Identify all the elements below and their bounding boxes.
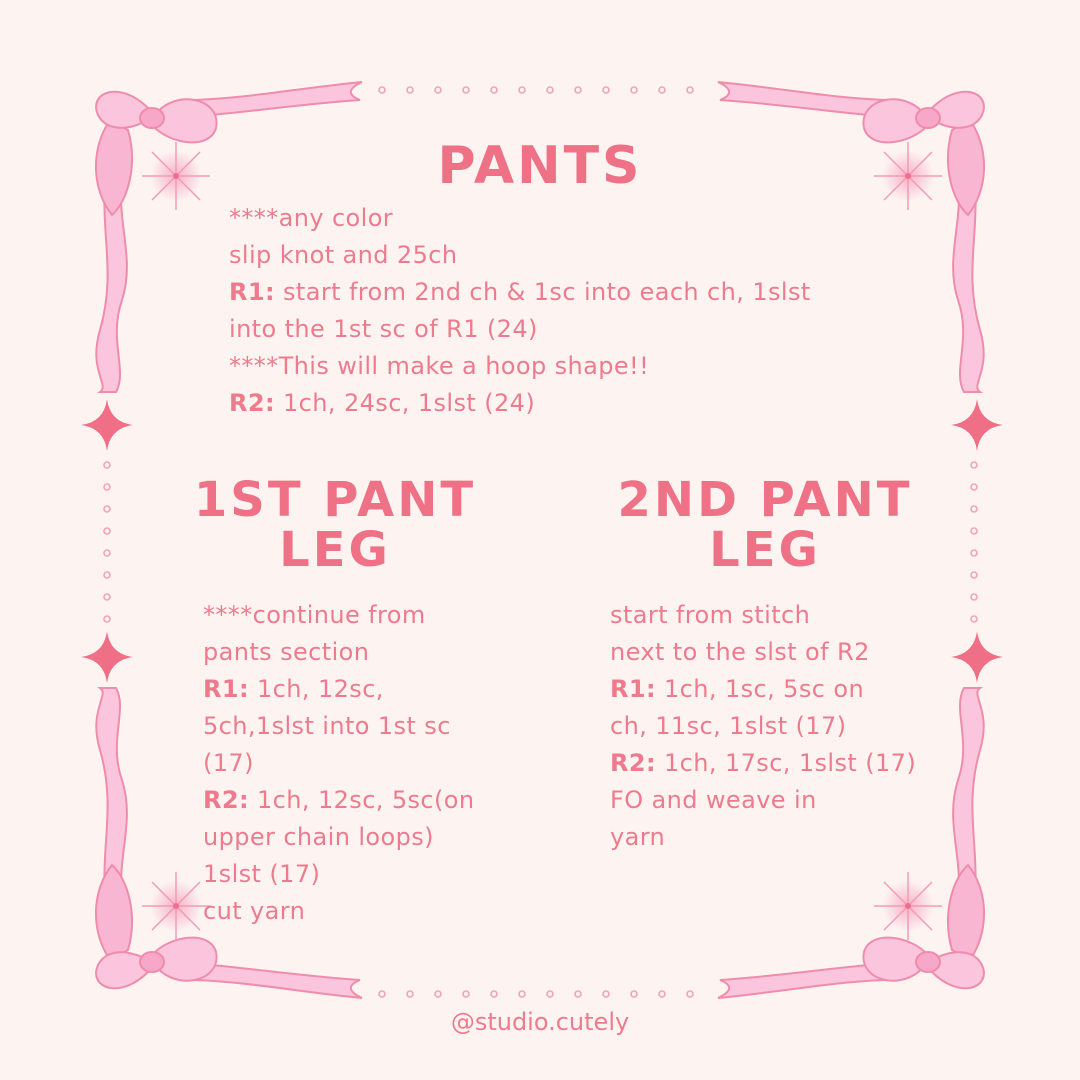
row-label: R2:	[229, 389, 275, 417]
sparkle-icon	[951, 399, 1003, 451]
instruction-text: 1ch, 12sc, 5sc(on	[248, 786, 475, 814]
instruction-text: 1slst (17)	[203, 860, 321, 888]
second-pant-leg-title	[590, 472, 940, 578]
instruction-line	[610, 745, 916, 782]
sparkle-icon	[81, 631, 133, 683]
instruction-text: into the 1st sc of R1 (24)	[229, 315, 538, 343]
second-pant-leg-title-line1: 2ND PANT	[617, 472, 913, 528]
instruction-text: 5ch,1slst into 1st sc	[203, 712, 451, 740]
instruction-text: next to the slst of R2	[610, 638, 870, 666]
instruction-line	[203, 745, 474, 782]
glow-star-icon	[142, 142, 210, 210]
instruction-text: FO and weave in	[610, 786, 817, 814]
instruction-line	[610, 671, 916, 708]
glow-star-icon	[142, 872, 210, 940]
instruction-line	[610, 819, 916, 856]
first-pant-leg-title	[160, 472, 510, 578]
pants-title: PANTS	[437, 136, 643, 196]
instruction-line	[610, 597, 916, 634]
instruction-text: (17)	[203, 749, 254, 777]
row-label: R1:	[610, 675, 656, 703]
instruction-text: ****any color	[229, 204, 394, 232]
first-pant-leg-instructions	[203, 597, 474, 930]
instruction-line	[229, 385, 811, 422]
instruction-line	[203, 819, 474, 856]
first-pant-leg-title-line1: 1ST PANT	[193, 472, 477, 528]
instruction-line	[610, 782, 916, 819]
row-label: R2:	[203, 786, 249, 814]
instruction-text: pants section	[203, 638, 370, 666]
instruction-text: cut yarn	[203, 897, 306, 925]
instruction-line	[203, 708, 474, 745]
instruction-text: 1ch, 12sc,	[248, 675, 384, 703]
instruction-line	[203, 634, 474, 671]
instruction-line	[203, 782, 474, 819]
instruction-text: 1ch, 1sc, 5sc on	[655, 675, 865, 703]
instruction-text: 1ch, 17sc, 1slst (17)	[655, 749, 917, 777]
instruction-text: start from 2nd ch & 1sc into each ch, 1slst	[274, 278, 811, 306]
instruction-text: 1ch, 24sc, 1slst (24)	[274, 389, 536, 417]
instruction-line	[203, 893, 474, 930]
row-label: R1:	[203, 675, 249, 703]
instruction-line	[610, 634, 916, 671]
first-pant-leg-title-line2: LEG	[279, 522, 391, 578]
row-label: R2:	[610, 749, 656, 777]
instruction-line	[229, 237, 811, 274]
pants-instructions	[229, 200, 811, 422]
sparkle-icon	[81, 399, 133, 451]
instruction-line	[229, 348, 811, 385]
sparkle-icon	[951, 631, 1003, 683]
instruction-text: ****This will make a hoop shape!!	[229, 352, 650, 380]
instruction-line	[610, 708, 916, 745]
instruction-line	[203, 671, 474, 708]
instruction-text: ****continue from	[203, 601, 426, 629]
instruction-line	[229, 274, 811, 311]
second-pant-leg-title-line2: LEG	[709, 522, 821, 578]
instruction-line	[229, 311, 811, 348]
second-pant-leg-instructions	[610, 597, 916, 856]
instruction-line	[203, 597, 474, 634]
instruction-text: yarn	[610, 823, 666, 851]
row-label: R1:	[229, 278, 275, 306]
instruction-line	[203, 856, 474, 893]
author-handle: @studio.cutely	[450, 1008, 630, 1036]
instruction-text: ch, 11sc, 1slst (17)	[610, 712, 847, 740]
glow-star-icon	[874, 142, 942, 210]
instruction-text: start from stitch	[610, 601, 811, 629]
glow-star-icon	[874, 872, 942, 940]
instruction-line	[229, 200, 811, 237]
instruction-text: slip knot and 25ch	[229, 241, 458, 269]
instruction-text: upper chain loops)	[203, 823, 434, 851]
